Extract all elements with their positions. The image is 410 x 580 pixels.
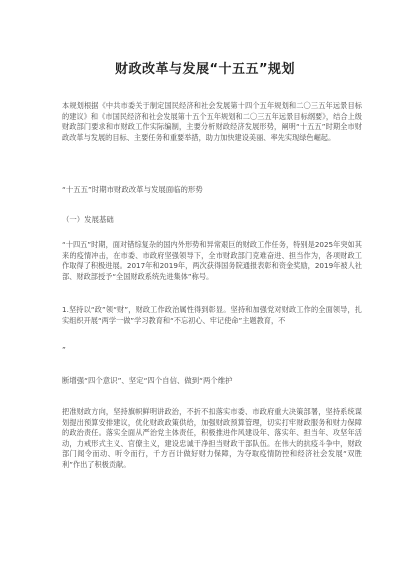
finance-direction-paragraph: 把准财政方向，坚持旗帜鲜明讲政治，不折不扣落实市委、市政府重大决策部署，坚持系统谋划提出预算安排建议，优化财政政策供给，加强财政预算管理，切实打牢财政服务和财力保障的政治责任。落实全面从严治党主体责任，积极推进作风建设年、落实年、担当年、攻坚年活动，力戒形式主义、官僚主义，建设忠诚干净担当财政干部队伍。在伟大的抗疫斗争中，财政部门闻令而动、听令而行，千方百计做好财力保障，为夺取疫情防控和经济社会发展“双胜利”作出了积极贡献。: [62, 407, 362, 469]
basis-paragraph: “十四五”时期，面对错综复杂的国内外形势和异常艰巨的财政工作任务，特别是2025年突如其来的疫情冲击，在市委、市政府坚强领导下，全市财政部门克难奋进、担当作为，各项财政工作取得了积极进展。2017年和2019年，两次获得国务院通报表彰和资金奖励，2019年被人社部、财政部授予“全国财政系统先进集体”称号。: [62, 240, 362, 281]
sub-heading: （一）发展基础: [62, 215, 114, 224]
section-heading: “十五五”时期市财政改革与发展面临的形势: [62, 185, 203, 194]
four-awareness-line: 断增强“四个意识”、坚定“四个自信、做到“两个维护: [62, 376, 233, 385]
quote-mark: ”: [62, 345, 66, 354]
document-title: 财政改革与发展“十五五”规划: [114, 62, 296, 77]
intro-paragraph: 本规划根据《中共市委关于制定国民经济和社会发展第十四个五年规划和二〇三五年远景目标的建议》和《市国民经济和社会发展第十五个五年规划和二〇三五年远景目标纲要》，结合上级财政部门要求和市财政工作实际编制，主要分析财政经济发展形势，阐明“十五五”时期全市财政改革与发展的目标、主要任务和重要举措，助力加快建设美丽、率先实现绿色崛起。: [62, 101, 362, 142]
politics-paragraph: 1.坚持以“政”领“财”，财政工作政治属性得到彰显。坚持和加强党对财政工作的全面领导，扎实组织开展“两学一做”学习教育和“不忘初心、牢记使命”主题教育，不: [62, 305, 362, 325]
